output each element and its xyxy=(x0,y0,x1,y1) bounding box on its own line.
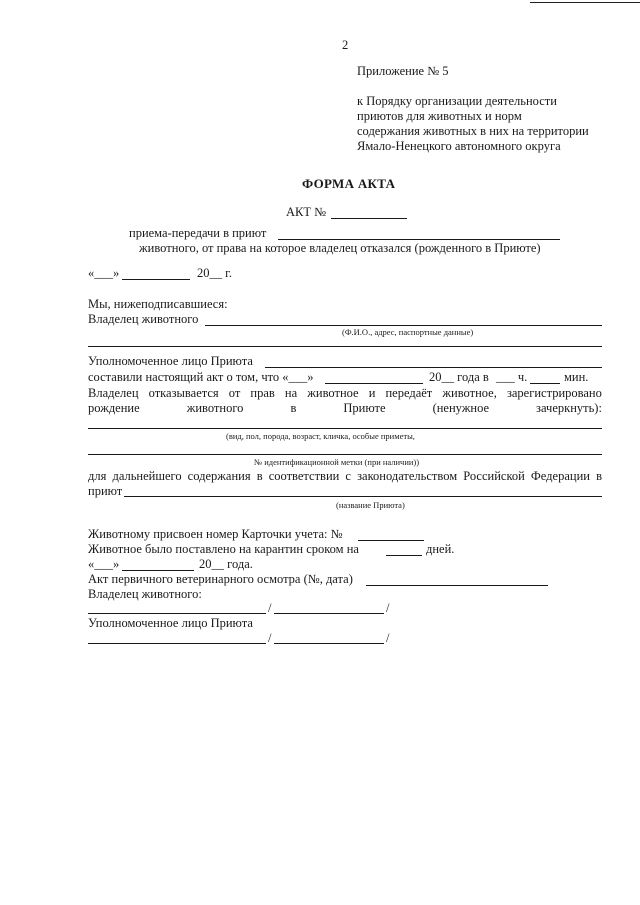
word: в xyxy=(256,469,263,483)
act-line-1: приема-передачи в приют xyxy=(129,226,267,240)
word: законодательством xyxy=(357,469,458,483)
card-number-label: Животному присвоен номер Карточки учета: № xyxy=(88,527,343,541)
compiled-minute-field[interactable] xyxy=(530,383,560,384)
appendix-line: Ямало-Ненецкого автономного округа xyxy=(357,139,561,153)
animal-hint: (вид, пол, порода, возраст, кличка, особые приметы, xyxy=(226,431,415,441)
word: Федерации xyxy=(530,469,590,483)
quarantine-suffix: дней. xyxy=(426,542,455,556)
we-undersigned: Мы, нижеподписавшиеся: xyxy=(88,297,228,311)
rep-name-sign-field[interactable] xyxy=(88,643,266,644)
act-date-year: 20__ г. xyxy=(197,266,232,280)
word: животного xyxy=(186,401,244,415)
shelter-field[interactable] xyxy=(124,496,602,497)
shelter-hint: (название Приюта) xyxy=(336,500,405,510)
vet-exam-label: Акт первичного ветеринарного осмотра (№, дата) xyxy=(88,572,353,586)
slash: / xyxy=(386,601,390,615)
word: животное, xyxy=(442,386,497,400)
appendix-title: Приложение № 5 xyxy=(357,64,449,78)
tag-hint: № идентификационной метки (при наличии)) xyxy=(254,457,420,467)
slash: / xyxy=(386,631,390,645)
footer-date-year: 20__ года. xyxy=(199,557,253,571)
word: в xyxy=(596,469,602,483)
word: в xyxy=(290,401,297,415)
word: от xyxy=(228,386,241,400)
act-line-2: животного, от права на которое владелец отказался (рожденного в Приюте) xyxy=(139,241,541,255)
owner-sign-label: Владелец животного: xyxy=(88,587,202,601)
owner-signature-field[interactable] xyxy=(274,613,384,614)
word: прав xyxy=(250,386,275,400)
footer-date-month-field[interactable] xyxy=(122,570,194,571)
compiled-hour: ___ ч. xyxy=(496,370,528,384)
word: зачеркнуть): xyxy=(536,401,602,415)
appendix-line: приютов для животных и норм xyxy=(357,109,522,123)
act-date-month-field[interactable] xyxy=(122,279,190,280)
compiled-prefix: составили настоящий акт о том, что «___» xyxy=(88,370,314,384)
quarantine-days-field[interactable] xyxy=(386,555,422,556)
card-number-field[interactable] xyxy=(358,540,424,541)
word: и xyxy=(368,386,376,400)
shelter-name-field[interactable] xyxy=(278,239,560,240)
word: на xyxy=(284,386,298,400)
form-title: ФОРМА АКТА xyxy=(302,176,396,191)
word: передаёт xyxy=(385,386,433,400)
animal-tag-field[interactable] xyxy=(88,454,602,455)
owner-extra-line[interactable] xyxy=(88,346,602,347)
rep-signature-field[interactable] xyxy=(274,643,384,644)
birth-line xyxy=(88,401,602,415)
footer-date-day: «___» xyxy=(88,557,120,571)
word: Владелец xyxy=(88,386,139,400)
word: рождение xyxy=(88,401,140,415)
owner-field[interactable] xyxy=(205,325,602,326)
compiled-min: мин. xyxy=(564,370,589,384)
rep-label: Уполномоченное лицо Приюта xyxy=(88,354,253,368)
word: отказывается xyxy=(148,386,219,400)
word: животное xyxy=(307,386,359,400)
further-line xyxy=(88,469,602,483)
scan-edge-line xyxy=(530,2,640,3)
word: для xyxy=(88,469,107,483)
compiled-month-field[interactable] xyxy=(325,383,423,384)
word: содержания xyxy=(187,469,251,483)
appendix-line: к Порядку организации деятельности xyxy=(357,94,557,108)
word: Приюте xyxy=(343,401,386,415)
vet-exam-field[interactable] xyxy=(366,585,548,586)
page-number: 2 xyxy=(342,38,349,52)
act-number-label: АКТ № xyxy=(286,205,327,219)
slash: / xyxy=(268,631,272,645)
word: с xyxy=(345,469,351,483)
refuses-line xyxy=(88,386,602,400)
shelter-label: приют xyxy=(88,484,123,498)
word: зарегистрировано xyxy=(506,386,602,400)
animal-description-field[interactable] xyxy=(88,428,602,429)
word: Российской xyxy=(463,469,525,483)
owner-name-sign-field[interactable] xyxy=(88,613,266,614)
quarantine-label: Животное было поставлено на карантин сроком на xyxy=(88,542,359,556)
rep-field[interactable] xyxy=(265,367,602,368)
owner-label: Владелец животного xyxy=(88,312,199,326)
owner-hint: (Ф.И.О., адрес, паспортные данные) xyxy=(342,327,474,337)
act-number-field[interactable] xyxy=(331,218,407,219)
word: дальнейшего xyxy=(112,469,182,483)
compiled-year: 20__ года в xyxy=(429,370,489,384)
rep-sign-label: Уполномоченное лицо Приюта xyxy=(88,616,253,630)
word: (ненужное xyxy=(432,401,490,415)
slash: / xyxy=(268,601,272,615)
appendix-line: содержания животных в них на территории xyxy=(357,124,589,138)
word: соответствии xyxy=(268,469,340,483)
act-date-day: «___» xyxy=(88,266,120,280)
